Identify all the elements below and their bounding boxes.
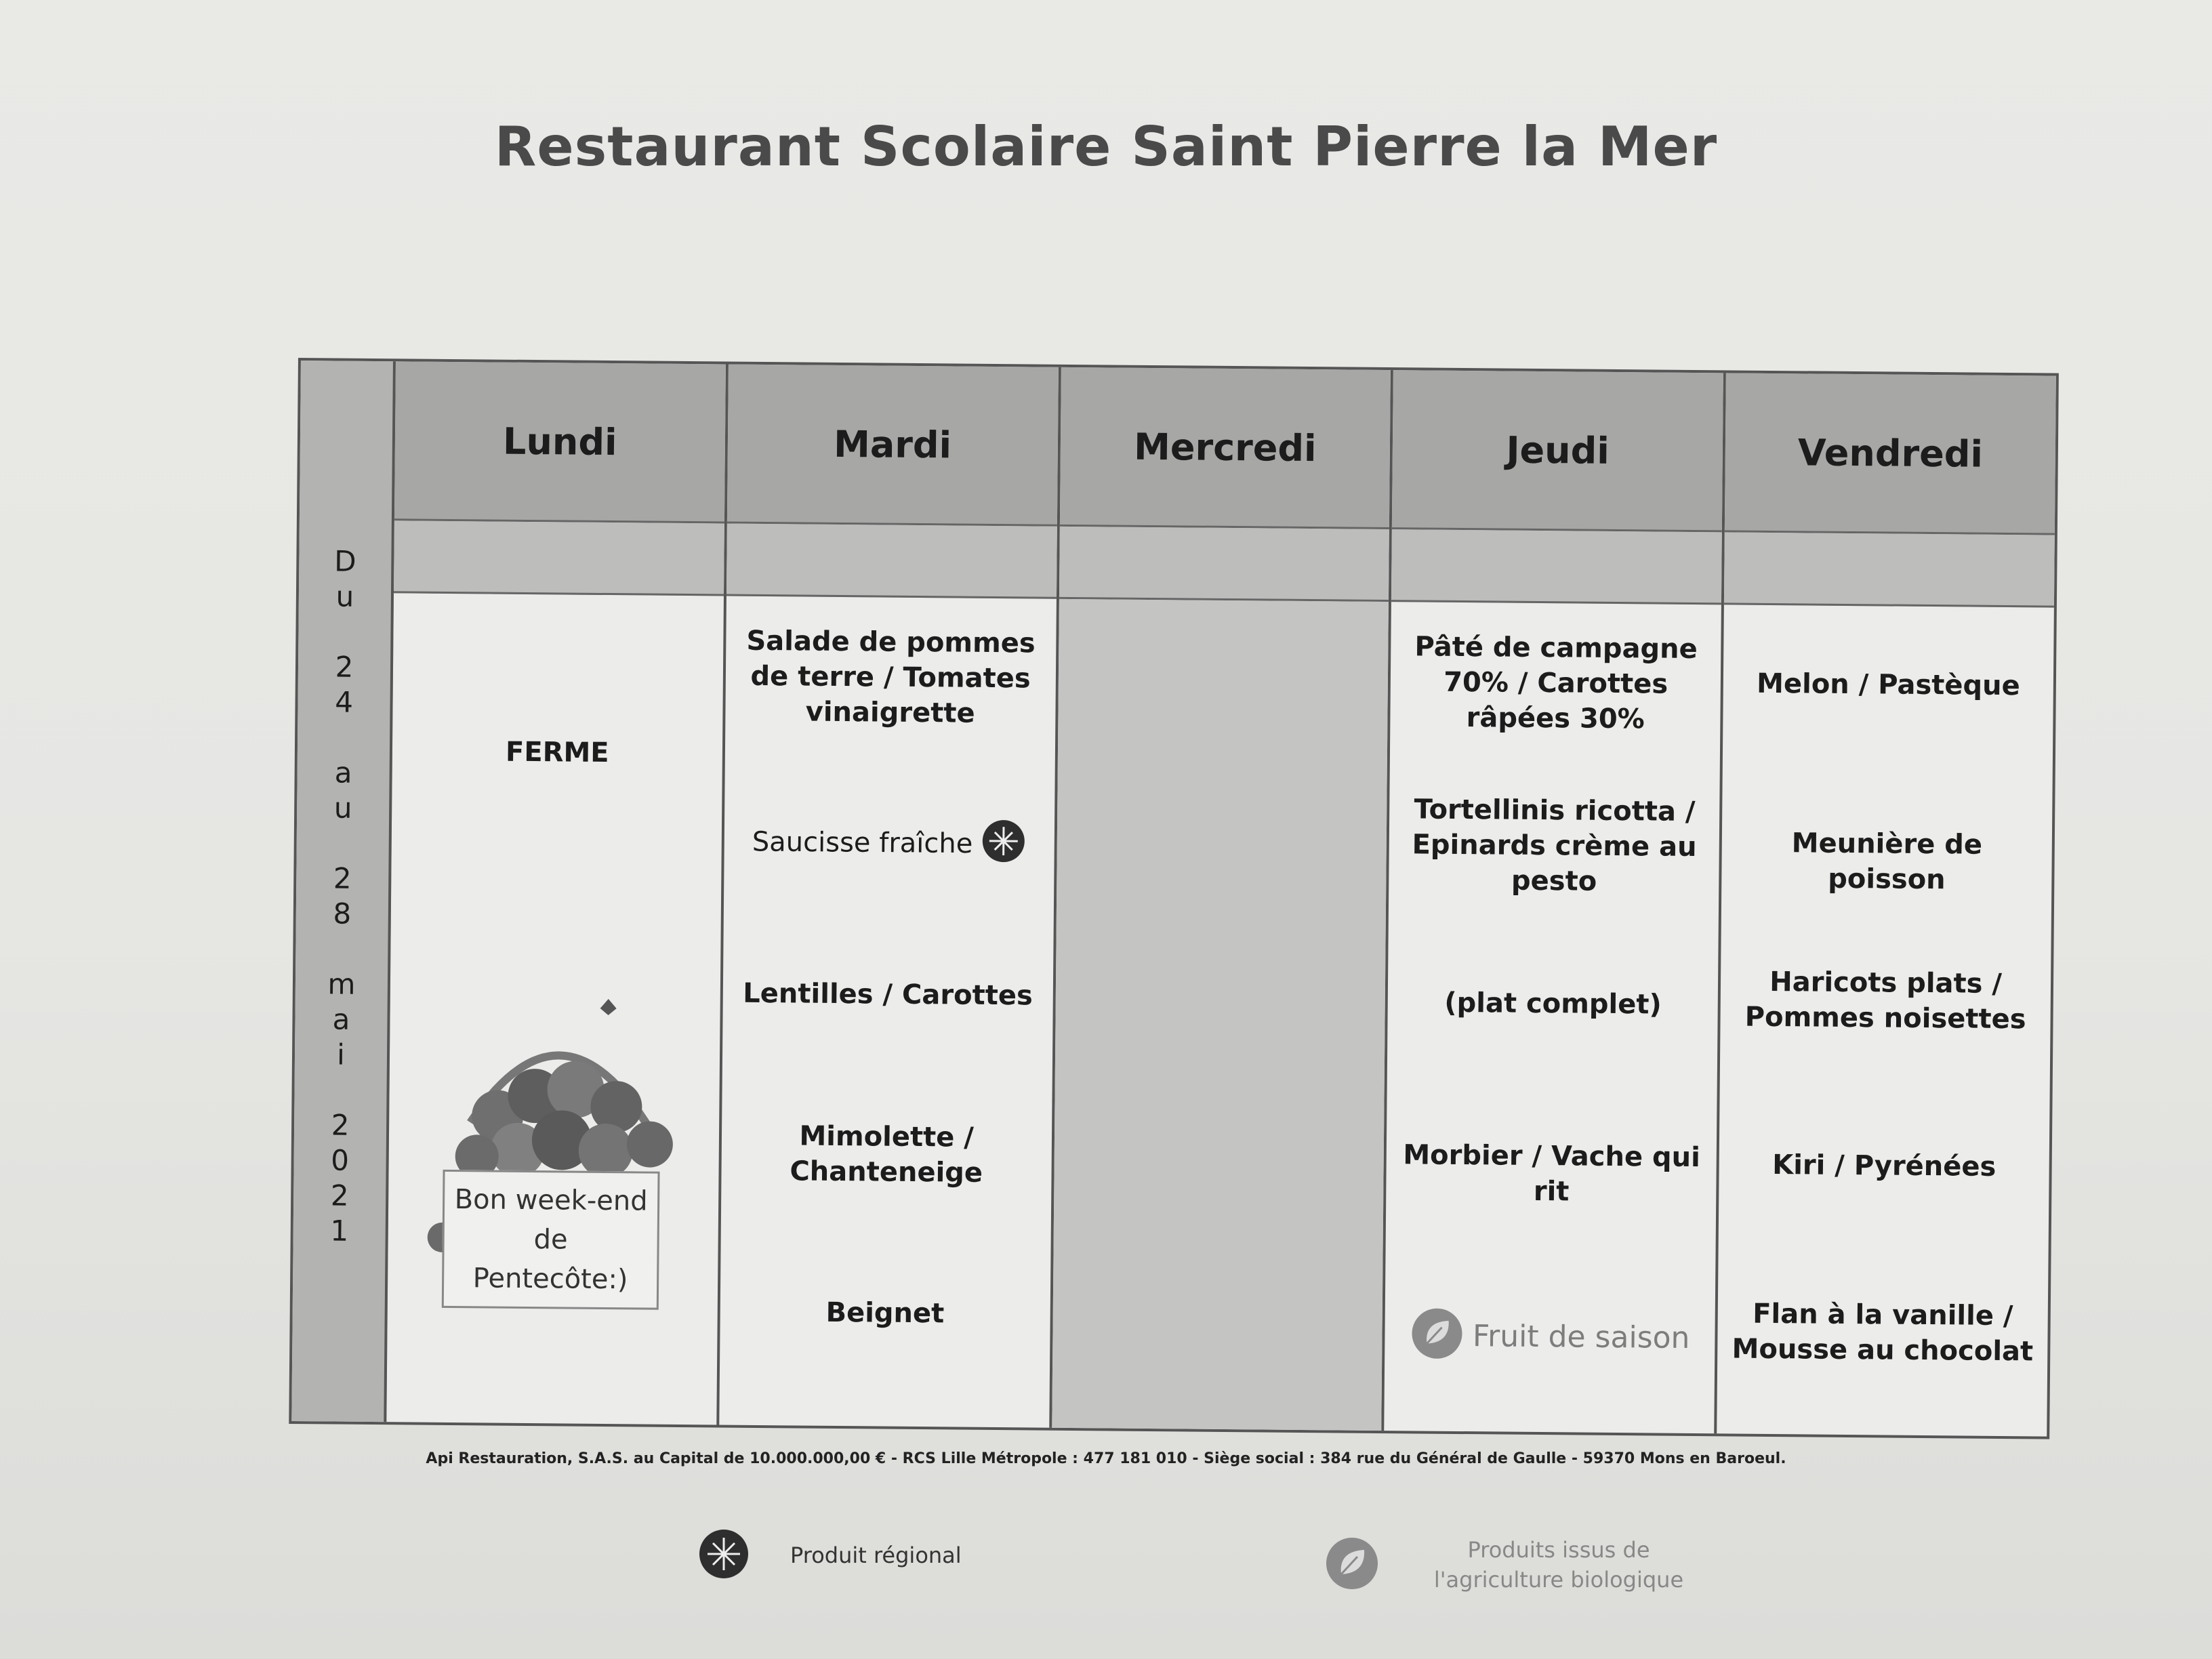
day-body [1717,605,2053,1436]
dish-entree: Pâté de campagne 70% / Carottes râpées 30% [1414,631,1698,735]
date-char: 8 [333,897,352,930]
dish-entree: Salade de pommes de terre / Tomates vinaigrette [746,625,1036,729]
day-body [1385,602,1721,1433]
day-column-lundi [386,361,728,1425]
dish-cheese: Kiri / Pyrénées [1772,1149,1996,1183]
date-char: a [332,1002,350,1036]
dish-main: Tortellinis ricotta / Epinards crème au pesto [1412,794,1697,897]
organic-leaf-icon [1325,1536,1379,1593]
dish-dessert: Beignet [825,1296,945,1330]
day-column-mardi [719,365,1061,1428]
date-char: u [333,791,352,825]
date-char: 2 [335,650,354,684]
dish-main-row [731,817,1047,873]
day-body [386,593,723,1425]
dish-side: Haricots plats / Pommes noisettes [1744,966,2026,1036]
day-subheader-band [394,520,724,596]
dish-side: Lentilles / Carottes [743,977,1033,1012]
weekly-menu-table [289,358,2059,1439]
date-range-column [291,361,396,1422]
date-char: 2 [330,1179,349,1212]
day-header: Vendredi [1725,373,2056,535]
date-char: 2 [331,1108,350,1142]
day-header: Jeudi [1392,370,1723,532]
date-char: D [333,544,356,578]
date-char: m [327,967,356,1001]
regional-product-icon [981,819,1027,873]
day-column-mercredi [1052,367,1393,1431]
day-subheader-band [1724,532,2055,607]
closed-label: FERME [505,736,609,769]
organic-leaf-icon [1410,1307,1464,1368]
holiday-note-line: de Pentecôte:) [472,1224,628,1296]
day-header: Mercredi [1059,367,1391,529]
legend-organic [1325,1535,1718,1595]
dish-side: (plat complet) [1444,987,1662,1021]
dish-dessert-row [1391,1307,1708,1370]
regional-product-icon [698,1528,750,1582]
day-subheader-band [1391,529,1722,605]
holiday-note-line: Bon week-end [454,1184,648,1217]
dish-entree: Melon / Pastèque [1756,668,2020,702]
dish-dessert: Fruit de saison [1472,1319,1690,1355]
legend-regional-label: Produit régional [790,1542,962,1568]
day-subheader-band [726,524,1057,599]
date-char: 2 [333,861,352,895]
dish-cheese: Morbier / Vache qui rit [1403,1139,1701,1208]
legend-regional [698,1528,962,1582]
legend-organic-label: Produits issus de l'agriculture biologique [1433,1537,1684,1593]
day-body [719,596,1056,1428]
day-header: Lundi [394,361,726,523]
day-subheader-band [1059,527,1390,602]
day-column-vendredi [1717,373,2055,1436]
date-char: i [336,1038,346,1071]
date-char: 0 [331,1143,350,1177]
dish-main: Saucisse fraîche [752,826,973,860]
dish-dessert: Flan à la vanille / Mousse au chocolat [1732,1298,2034,1368]
dish-main: Meunière de poisson [1791,827,1983,896]
legal-footer: Api Restauration, S.A.S. au Capital de 10.000.000,00 € - RCS Lille Métropole : 477 181 010 - Siège social : 384 rue du Général de Gaulle - 59370 Mons en Baroeul. [426,1450,1786,1467]
menu-title: Restaurant Scolaire Saint Pierre la Mer [494,115,1718,178]
date-char: 4 [334,685,354,719]
date-char: 1 [330,1214,349,1248]
date-char: a [334,756,352,790]
day-column-jeudi [1385,370,1726,1433]
date-char: u [335,579,354,613]
day-header: Mardi [727,365,1059,527]
holiday-note [442,1170,660,1310]
day-body [1052,599,1389,1431]
dish-cheese: Mimolette / Chanteneige [790,1120,983,1189]
